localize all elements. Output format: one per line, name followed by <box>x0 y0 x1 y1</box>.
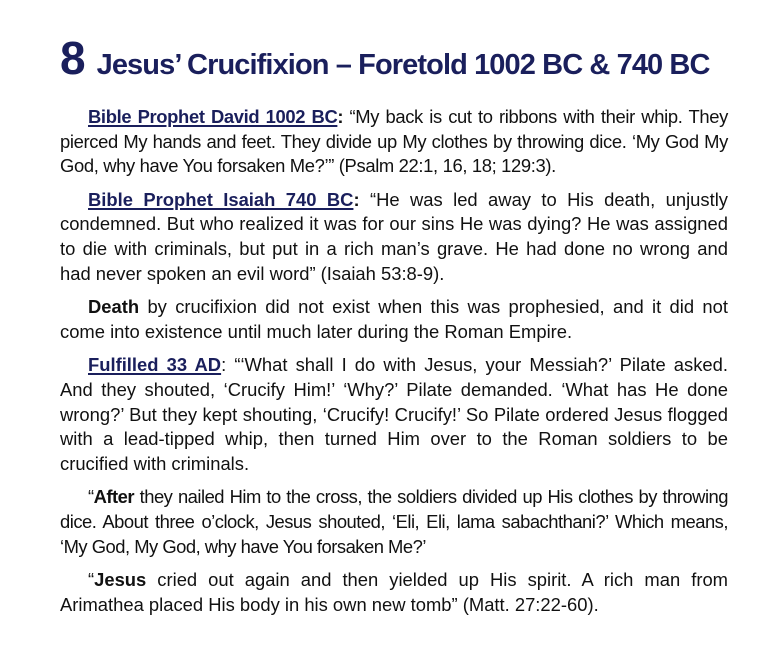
paragraph-body: cried out again and then yielded up His spirit. A rich man from Arimathea placed His body in his own new tomb” (Matt. 27:22-60). <box>60 569 728 615</box>
page-title <box>60 32 728 91</box>
lead-colon: : <box>353 188 360 210</box>
paragraph-body: by crucifixion did not exist when this was prophesied, and it did not come into existence until much later during the Roman Empire. <box>60 296 728 342</box>
paragraph-body: “He was led away to His death, unjustly condemned. But who realized it was for our sins He was dying? He was assigned to die with criminals, but put in a rich man’s grave. He had done no wrong and had never spoken an evil word” (Isaiah 53:8-9). <box>60 188 728 284</box>
paragraph-body: “‘What shall I do with Jesus, your Messiah?’ Pilate asked. And they shouted, ‘Crucify Him!’ ‘Why?’ Pilate demanded. ‘What has He done wrong?’ But they kept shouting, ‘Crucify! Crucify!’ So Pilate ordered Jesus flogged with a lead-tipped whip, then turned Him over to the Roman soldiers to be crucified with criminals. <box>60 354 728 474</box>
paragraph-fulfilled <box>60 353 728 476</box>
open-quote: “ <box>88 486 94 508</box>
open-quote: “ <box>88 569 95 591</box>
lead-colon: : <box>221 354 227 376</box>
lead-link-fulfilled[interactable]: Fulfilled 33 AD <box>88 354 222 376</box>
title-number: 8 <box>60 32 85 84</box>
paragraph-body: they nailed Him to the cross, the soldiers divided up His clothes by throwing dice. About three o’clock, Jesus shouted, ‘Eli, Eli, lama sabachthani?’ Which means, ‘My God, My God, why have You forsaken Me?’ <box>60 486 728 557</box>
paragraph-death <box>60 295 728 344</box>
lead-link-david[interactable]: Bible Prophet David 1002 BC <box>88 106 338 127</box>
paragraph-after <box>60 485 728 559</box>
paragraph-jesus <box>60 568 728 617</box>
document-page <box>60 32 728 626</box>
lead-colon: : <box>337 106 344 127</box>
lead-word-after: After <box>93 486 135 508</box>
lead-word-death: Death <box>88 296 140 318</box>
paragraph-isaiah <box>60 188 728 286</box>
paragraph-body: “My back is cut to ribbons with their whip. They pierced My hands and feet. They divide up My clothes by throwing dice. ‘My God My God, why have You forsaken Me?’” (Psalm 22:1, 16, 18; 129:3). <box>60 106 728 177</box>
title-text: Jesus’ Crucifixion – Foretold 1002 BC & 740 BC <box>96 49 710 81</box>
lead-word-jesus: Jesus <box>94 569 147 591</box>
lead-link-isaiah[interactable]: Bible Prophet Isaiah 740 BC <box>88 188 354 210</box>
paragraph-david <box>60 105 728 179</box>
